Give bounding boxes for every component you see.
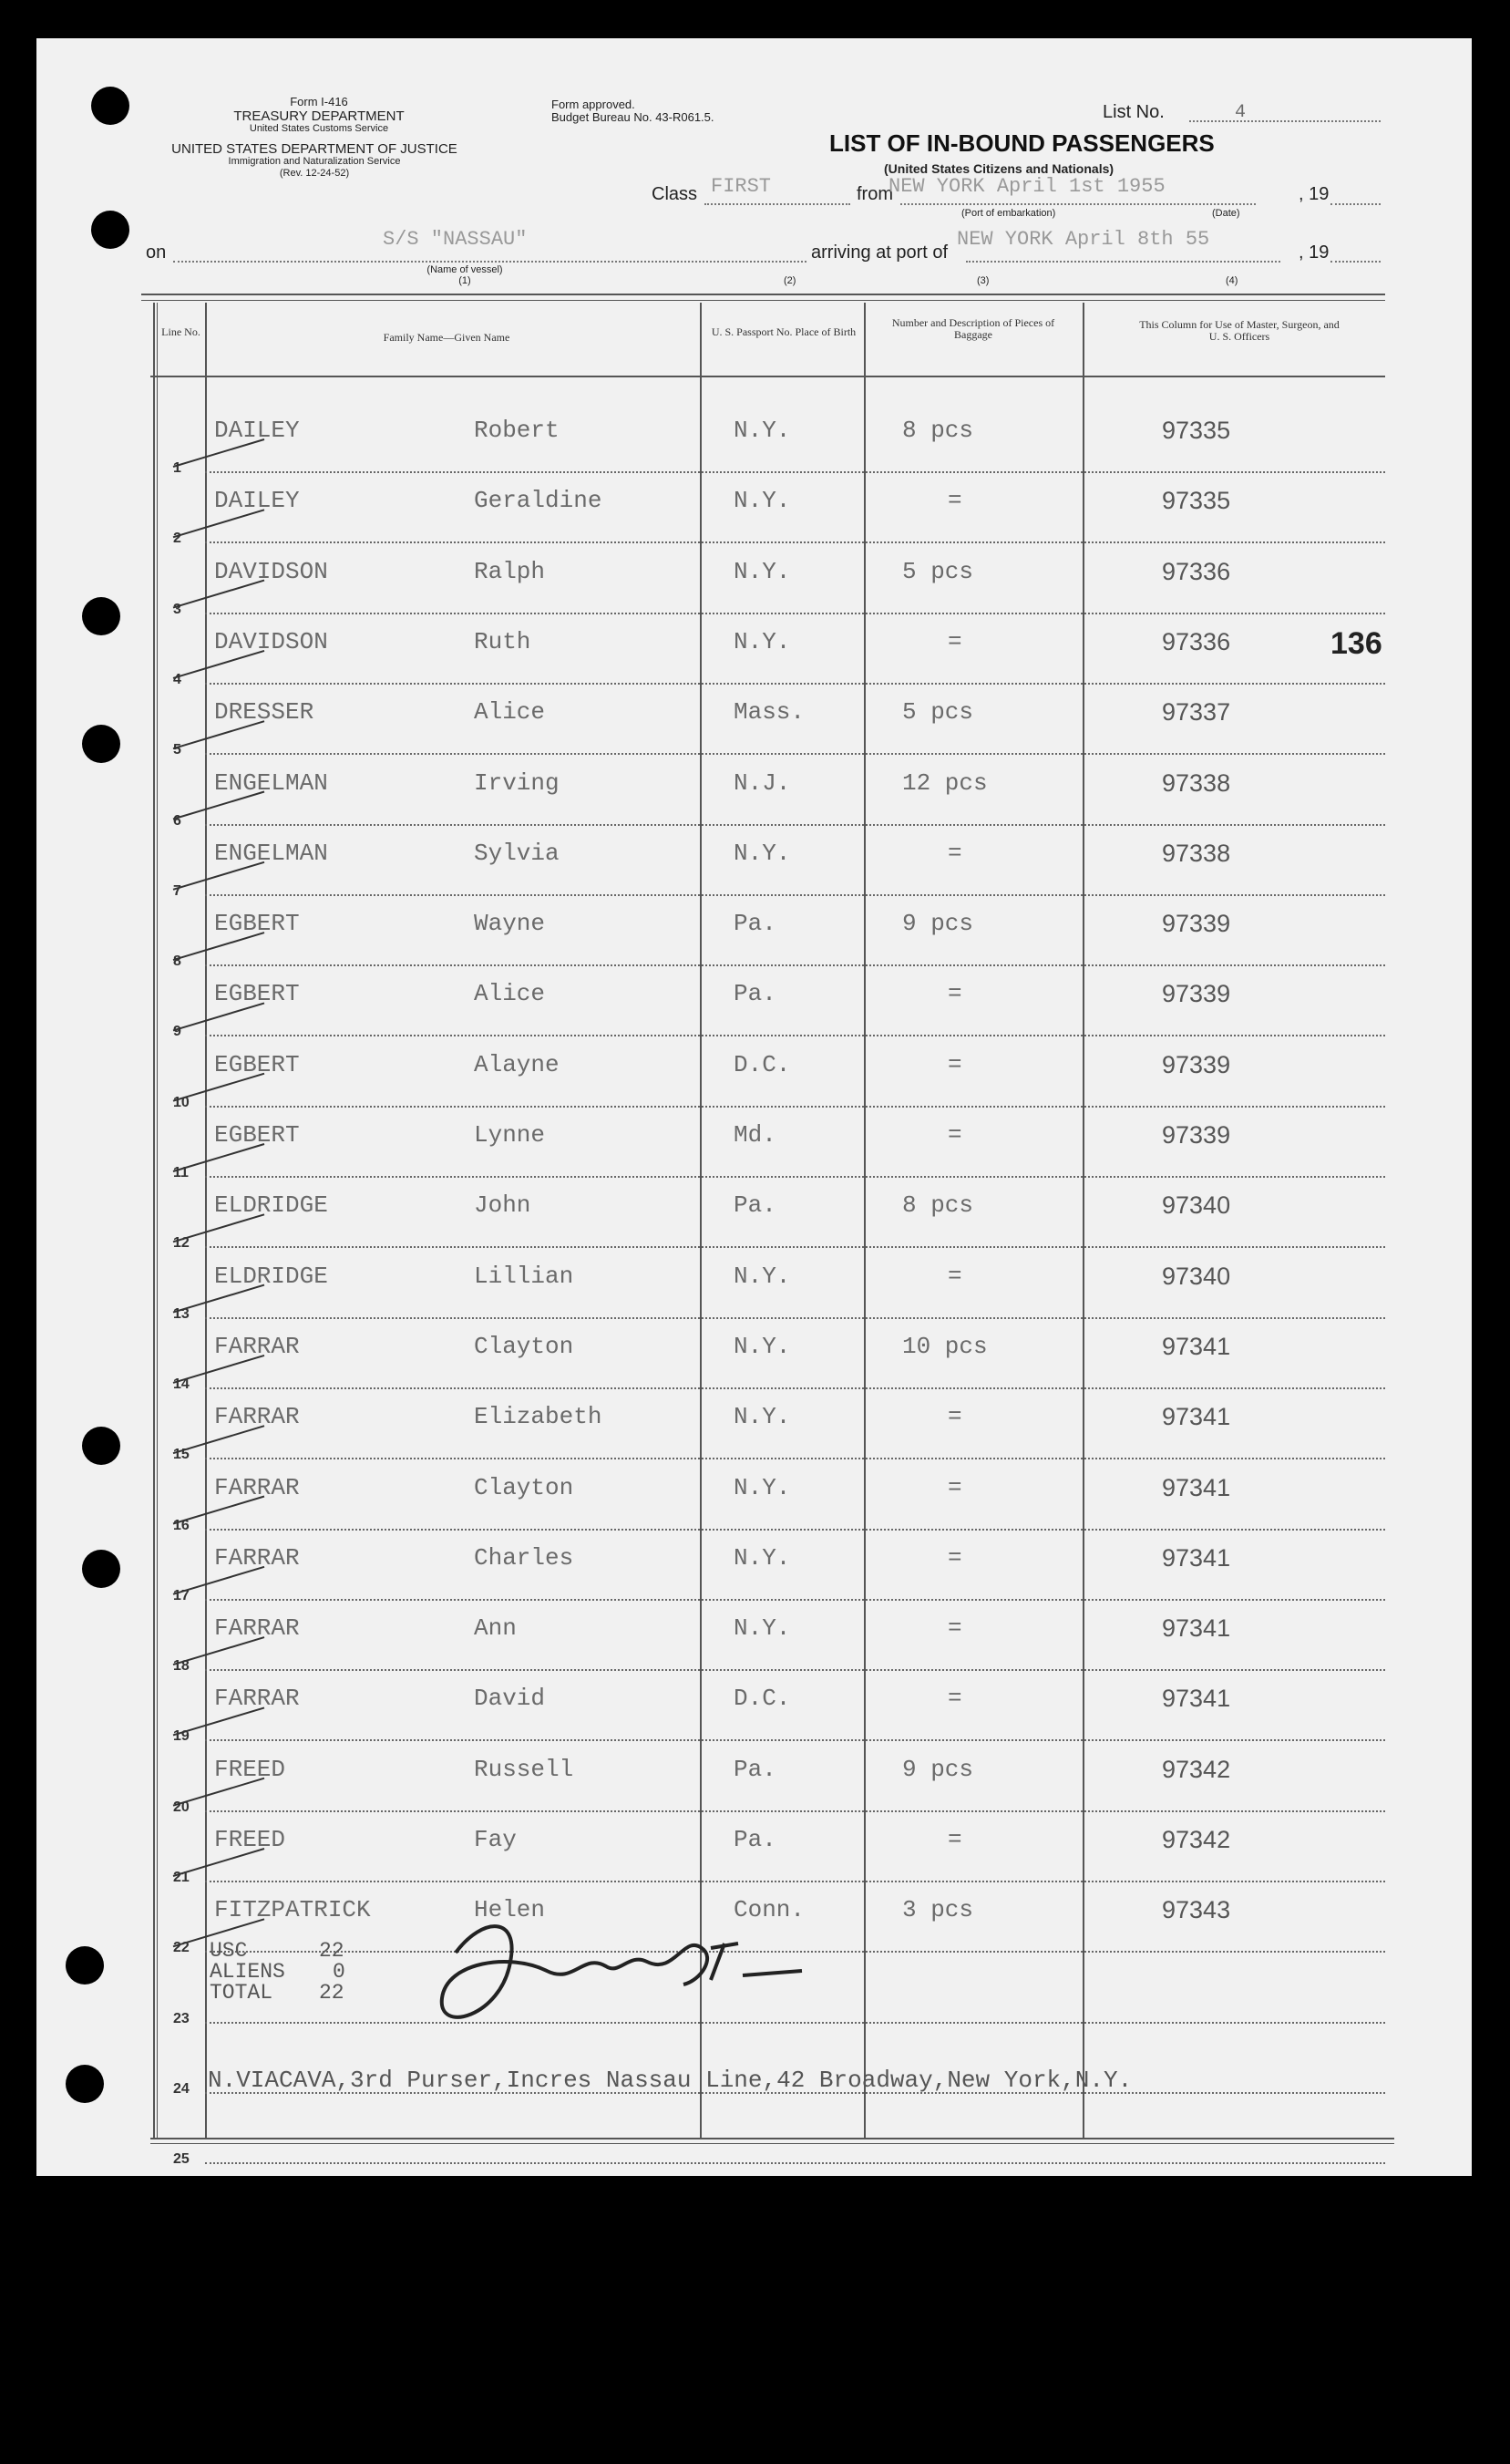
from-year-line: [1330, 203, 1381, 205]
baggage: 12 pcs: [902, 768, 988, 797]
num-4: (4): [1226, 275, 1238, 286]
officer-number: 97336: [1162, 557, 1231, 585]
col-divider-4: [1083, 303, 1084, 2139]
place-of-birth: Pa.: [734, 1755, 776, 1783]
family-name: DAVIDSON: [214, 627, 328, 655]
family-name: FARRAR: [214, 1543, 300, 1572]
place-of-birth: D.C.: [734, 1685, 791, 1713]
page-title: LIST OF IN-BOUND PASSENGERS: [829, 129, 1215, 157]
tick-stroke: [173, 1426, 264, 1453]
tick-stroke: [173, 862, 264, 890]
punch-hole: [66, 2065, 104, 2103]
baggage: =: [948, 1403, 962, 1431]
officer-number: 97341: [1162, 1403, 1231, 1431]
tick-stroke: [173, 1707, 264, 1735]
from-label: from: [857, 184, 893, 204]
from-year-label: , 19: [1299, 184, 1330, 204]
tick-stroke: [173, 1285, 264, 1313]
line-number: 18: [173, 1658, 190, 1675]
from-value: NEW YORK April 1st 1955: [889, 175, 1166, 198]
col-header-passport: U. S. Passport No. Place of Birth: [711, 325, 857, 338]
officer-number: 97342: [1162, 1826, 1231, 1853]
line-number: 17: [173, 1587, 190, 1603]
page-subtitle: (United States Citizens and Nationals): [884, 161, 1115, 176]
given-name: Helen: [474, 1896, 546, 1924]
on-label: on: [146, 242, 167, 263]
place-of-birth: N.Y.: [734, 1332, 791, 1360]
list-no-label: List No.: [1103, 102, 1165, 122]
given-name: Clayton: [474, 1332, 574, 1360]
family-name: ELDRIDGE: [214, 1191, 328, 1220]
family-name: FARRAR: [214, 1614, 300, 1643]
justice-label: UNITED STATES DEPARTMENT OF JUSTICE: [171, 141, 457, 157]
line-number: 14: [173, 1376, 190, 1392]
class-label: Class: [652, 184, 698, 204]
place-of-birth: N.Y.: [734, 557, 791, 585]
line-number: 10: [173, 1094, 190, 1110]
arrival-year-line: [1330, 261, 1381, 263]
passenger-list-sheet: [36, 38, 1472, 2176]
tick-stroke: [173, 651, 264, 678]
place-of-birth: N.Y.: [734, 839, 791, 867]
family-name: FARRAR: [214, 1332, 300, 1360]
given-name: Fay: [474, 1826, 517, 1853]
col-header-baggage: Number and Description of Pieces of Baggage: [891, 316, 1055, 341]
line-number: 9: [173, 1024, 181, 1040]
vessel-num: (1): [458, 275, 471, 286]
family-name: FARRAR: [214, 1685, 300, 1713]
list-no-value: 4: [1235, 102, 1247, 123]
ins-label: Immigration and Naturalization Service: [228, 156, 401, 167]
punch-hole: [82, 1427, 120, 1465]
class-line: [704, 203, 850, 205]
family-name: DAILEY: [214, 417, 300, 444]
tick-stroke: [173, 1003, 264, 1030]
table-bottom-rule-2: [150, 2143, 1394, 2144]
form-number: Form I-416: [290, 95, 348, 108]
col-header-name: Family Name—Given Name: [383, 331, 510, 344]
arrival-line: [966, 261, 1280, 263]
given-name: Ralph: [474, 557, 546, 585]
place-of-birth: Md.: [734, 1121, 776, 1149]
line-number: 5: [173, 742, 181, 758]
officer-number: 97336: [1162, 627, 1231, 655]
officer-number: 97340: [1162, 1191, 1231, 1220]
tick-stroke: [173, 933, 264, 960]
place-of-birth: N.Y.: [734, 487, 791, 515]
officer-number: 97335: [1162, 487, 1231, 515]
place-of-birth: Conn.: [734, 1896, 806, 1924]
col-divider-3: [864, 303, 866, 2139]
tick-stroke: [173, 1778, 264, 1806]
tick-stroke: [173, 1214, 264, 1242]
place-of-birth: D.C.: [734, 1050, 791, 1078]
line-number: 3: [173, 601, 181, 617]
usc-label: USC: [210, 1939, 248, 1963]
baggage: =: [948, 1473, 962, 1501]
col-header-officers: This Column for Use of Master, Surgeon, and U. S. Officers: [1139, 318, 1340, 343]
line-number: 24: [173, 2080, 190, 2097]
baggage: =: [948, 1121, 962, 1149]
baggage: =: [948, 1614, 962, 1643]
officer-number: 97339: [1162, 910, 1231, 938]
tick-marks: [36, 38, 492, 2044]
given-name: Wayne: [474, 910, 546, 938]
tick-stroke: [173, 721, 264, 748]
baggage: =: [948, 1543, 962, 1572]
row-separator: [205, 2162, 1385, 2164]
officer-number: 97335: [1162, 417, 1231, 444]
table-bottom-rule: [150, 2138, 1394, 2139]
given-name: Irving: [474, 768, 560, 797]
baggage: =: [948, 487, 962, 515]
line-number: 4: [173, 671, 181, 687]
family-name: FITZPATRICK: [214, 1896, 371, 1924]
punch-hole: [82, 597, 120, 635]
baggage: 5 pcs: [902, 557, 974, 585]
line-number: 16: [173, 1517, 190, 1533]
place-of-birth: N.Y.: [734, 1262, 791, 1290]
family-name: EGBERT: [214, 910, 300, 938]
total-label: TOTAL: [210, 1981, 273, 2005]
baggage: 8 pcs: [902, 1191, 974, 1220]
officer-number: 97341: [1162, 1332, 1231, 1360]
family-name: ENGELMAN: [214, 768, 328, 797]
tick-stroke: [173, 439, 264, 467]
tick-stroke: [173, 1567, 264, 1594]
family-name: ENGELMAN: [214, 839, 328, 867]
line-number: 19: [173, 1728, 190, 1745]
place-of-birth: Mass.: [734, 698, 806, 727]
baggage: 3 pcs: [902, 1896, 974, 1924]
punch-hole: [82, 725, 120, 763]
tick-stroke: [173, 1637, 264, 1665]
place-of-birth: N.Y.: [734, 627, 791, 655]
purser-line: N.VIACAVA,3rd Purser,Incres Nassau Line,42 Broadway,New York,N.Y.: [208, 2067, 1133, 2094]
officer-number: 97341: [1162, 1614, 1231, 1643]
given-name: Lynne: [474, 1121, 546, 1149]
officer-number: 97339: [1162, 1050, 1231, 1078]
given-name: Ruth: [474, 627, 531, 655]
place-of-birth: N.Y.: [734, 1614, 791, 1643]
officer-number: 97341: [1162, 1685, 1231, 1713]
baggage: =: [948, 980, 962, 1008]
given-name: David: [474, 1685, 546, 1713]
baggage: 5 pcs: [902, 698, 974, 727]
given-name: Ann: [474, 1614, 517, 1643]
officer-number: 97342: [1162, 1755, 1231, 1783]
given-name: Geraldine: [474, 487, 602, 515]
officer-number: 97338: [1162, 768, 1231, 797]
family-name: ELDRIDGE: [214, 1262, 328, 1290]
family-name: FREED: [214, 1755, 286, 1783]
officer-number: 97341: [1162, 1543, 1231, 1572]
family-name: FARRAR: [214, 1473, 300, 1501]
line-number: 7: [173, 882, 181, 899]
budget-bureau: Budget Bureau No. 43-R061.5.: [551, 110, 714, 124]
date-caption: (Date): [1212, 208, 1240, 219]
list-no-line: [1189, 120, 1381, 122]
baggage: 8 pcs: [902, 417, 974, 444]
place-of-birth: Pa.: [734, 1191, 776, 1220]
place-of-birth: N.Y.: [734, 1403, 791, 1431]
officer-number: 97343: [1162, 1896, 1231, 1924]
tick-stroke: [173, 792, 264, 820]
given-name: Alayne: [474, 1050, 560, 1078]
punch-hole: [66, 1946, 104, 1985]
place-of-birth: Pa.: [734, 910, 776, 938]
line-number: 21: [173, 1870, 190, 1885]
page-mark: 136: [1330, 626, 1382, 661]
port-embarkation-caption: (Port of embarkation): [961, 208, 1056, 219]
officer-number: 97339: [1162, 980, 1231, 1008]
given-name: Clayton: [474, 1473, 574, 1501]
tick-stroke: [173, 1356, 264, 1383]
place-of-birth: N.Y.: [734, 417, 791, 444]
given-name: Alice: [474, 698, 546, 727]
line-number: 20: [173, 1799, 190, 1815]
officer-number: 97341: [1162, 1473, 1231, 1501]
given-name: Charles: [474, 1543, 574, 1572]
family-name: EGBERT: [214, 1121, 300, 1149]
total-value: 22: [319, 1981, 344, 2005]
baggage: =: [948, 627, 962, 655]
col-divider-2: [700, 303, 702, 2139]
arriving-label: arriving at port of: [811, 242, 949, 263]
line-number: 2: [173, 531, 181, 547]
given-name: Russell: [474, 1755, 574, 1783]
officer-number: 97338: [1162, 839, 1231, 867]
tick-stroke: [173, 1849, 264, 1876]
family-name: FREED: [214, 1826, 286, 1853]
arrival-year-label: , 19: [1299, 242, 1330, 263]
baggage: =: [948, 1826, 962, 1853]
arrival-value: NEW YORK April 8th 55: [957, 228, 1210, 251]
given-name: Lillian: [474, 1262, 574, 1290]
given-name: Sylvia: [474, 839, 560, 867]
aliens-label: ALIENS: [210, 1960, 285, 1984]
place-of-birth: N.Y.: [734, 1543, 791, 1572]
given-name: Robert: [474, 417, 560, 444]
rev-label: (Rev. 12-24-52): [279, 168, 350, 179]
col-header-line-no: Line No.: [161, 325, 200, 338]
line-number: 25: [173, 2151, 190, 2168]
tick-stroke: [173, 1144, 264, 1171]
given-name: Alice: [474, 980, 546, 1008]
place-of-birth: N.J.: [734, 768, 791, 797]
family-name: EGBERT: [214, 1050, 300, 1078]
class-value: FIRST: [711, 175, 772, 198]
baggage: 10 pcs: [902, 1332, 988, 1360]
punch-hole: [82, 1550, 120, 1588]
line-number: 23: [173, 2010, 190, 2026]
place-of-birth: Pa.: [734, 980, 776, 1008]
officer-number: 97340: [1162, 1262, 1231, 1290]
given-name: Elizabeth: [474, 1403, 602, 1431]
line-number: 22: [173, 1940, 190, 1956]
baggage: =: [948, 839, 962, 867]
baggage: 9 pcs: [902, 910, 974, 938]
given-name: John: [474, 1191, 531, 1220]
customs-label: United States Customs Service: [249, 123, 389, 134]
tick-stroke: [173, 581, 264, 608]
line-number: 1: [173, 460, 181, 476]
family-name: DRESSER: [214, 698, 314, 727]
from-line: [900, 203, 1256, 205]
tick-stroke: [173, 1074, 264, 1101]
punch-hole: [91, 211, 129, 249]
line-number: 6: [173, 812, 181, 829]
officer-number: 97339: [1162, 1121, 1231, 1149]
line-number: 8: [173, 954, 181, 970]
punch-hole: [91, 87, 129, 125]
baggage: =: [948, 1262, 962, 1290]
treasury-label: TREASURY DEPARTMENT: [233, 108, 405, 124]
line-number: 15: [173, 1447, 190, 1463]
line-number: 13: [173, 1305, 190, 1322]
place-of-birth: Pa.: [734, 1826, 776, 1853]
vessel-value: S/S "NASSAU": [383, 228, 528, 251]
baggage: =: [948, 1050, 962, 1078]
tick-stroke: [173, 510, 264, 537]
family-name: DAILEY: [214, 487, 300, 515]
family-name: FARRAR: [214, 1403, 300, 1431]
num-2: (2): [784, 275, 796, 286]
num-3: (3): [977, 275, 990, 286]
aliens-value: 0: [333, 1960, 345, 1984]
place-of-birth: N.Y.: [734, 1473, 791, 1501]
vessel-caption: (Name of vessel): [426, 264, 503, 275]
line-number: 12: [173, 1235, 190, 1252]
tick-stroke: [173, 1497, 264, 1524]
officer-number: 97337: [1162, 698, 1231, 727]
form-approved: Form approved.: [551, 98, 635, 111]
family-name: EGBERT: [214, 980, 300, 1008]
usc-value: 22: [319, 1939, 344, 1963]
baggage: 9 pcs: [902, 1755, 974, 1783]
family-name: DAVIDSON: [214, 557, 328, 585]
line-number: 11: [173, 1165, 189, 1180]
baggage: =: [948, 1685, 962, 1713]
tick-stroke: [173, 1919, 264, 1946]
